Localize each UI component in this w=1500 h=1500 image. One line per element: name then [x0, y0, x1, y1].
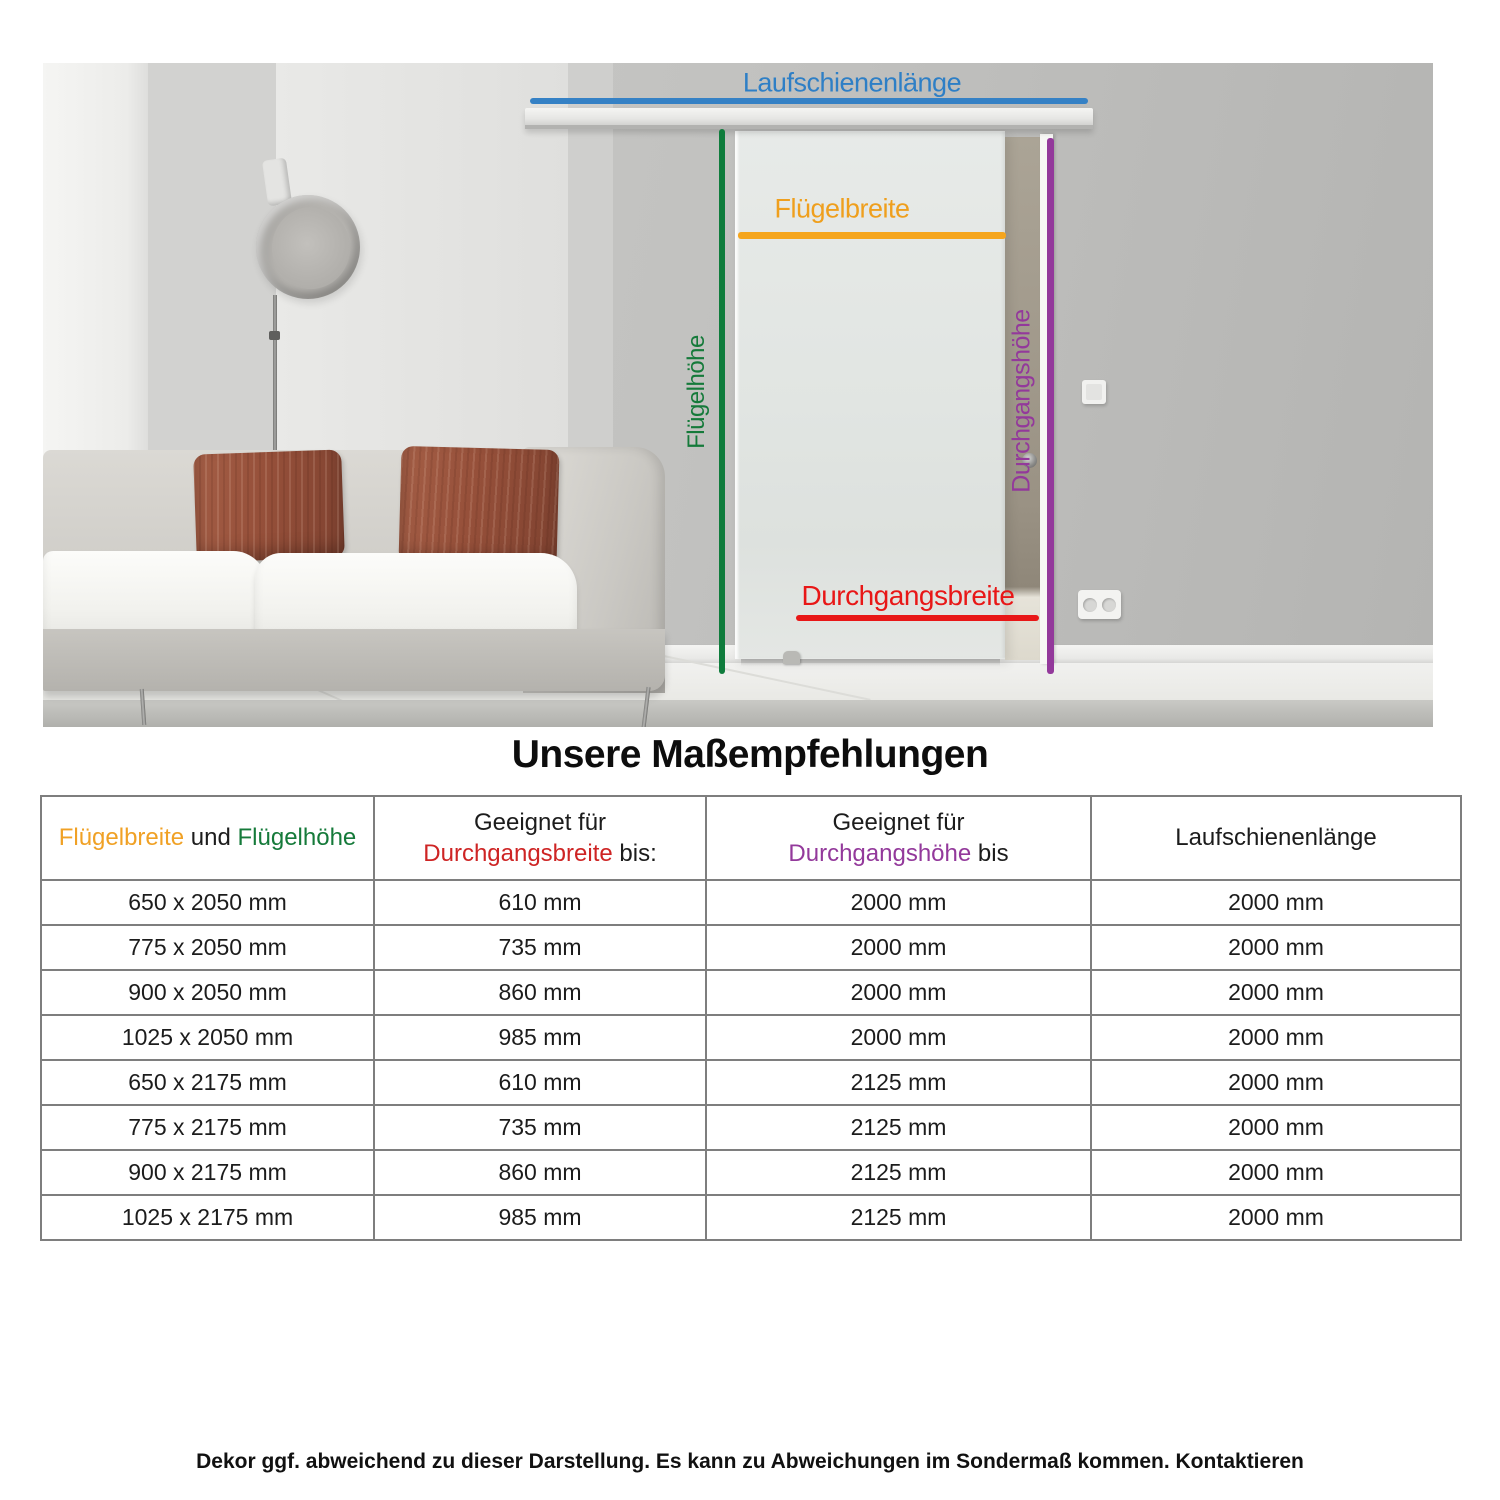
- light-switch: [1082, 380, 1106, 404]
- cell-track-length: 2000 mm: [1091, 880, 1461, 925]
- cell-passage-width: 985 mm: [374, 1195, 706, 1240]
- wing-height-label: Flügelhöhe: [683, 335, 710, 449]
- cell-passage-width: 860 mm: [374, 970, 706, 1015]
- header-wing-height-part: Flügelhöhe: [237, 824, 357, 852]
- table-row: [41, 1015, 1461, 1060]
- header-passage-width: Geeignet für Durchgangsbreite bis:: [374, 796, 706, 880]
- cell-passage-height: 2000 mm: [706, 880, 1091, 925]
- table-row: [41, 970, 1461, 1015]
- cell-passage-height: 2125 mm: [706, 1195, 1091, 1240]
- header-wing-width-part: Flügelbreite: [58, 824, 185, 852]
- cell-passage-width: 735 mm: [374, 1105, 706, 1150]
- product-photo: [43, 63, 1433, 727]
- cell-track-length: 2000 mm: [1091, 1195, 1461, 1240]
- floor-foreground: [43, 700, 1433, 727]
- header-passage-height: Geeignet für Durchgangshöhe bis: [706, 796, 1091, 880]
- cell-track-length: 2000 mm: [1091, 925, 1461, 970]
- disclaimer-text: Dekor ggf. abweichend zu dieser Darstellung. Es kann zu Abweichungen im Sondermaß kommen. Kontaktieren: [196, 1450, 1304, 1473]
- table-row: [41, 1150, 1461, 1195]
- cell-passage-height: 2000 mm: [706, 970, 1091, 1015]
- header-wing-size: Flügelbreite und Flügelhöhe: [41, 796, 374, 880]
- cell-wing-size: 775 x 2175 mm: [41, 1105, 374, 1150]
- cell-passage-width: 610 mm: [374, 1060, 706, 1105]
- cell-wing-size: 900 x 2050 mm: [41, 970, 374, 1015]
- cell-track-length: 2000 mm: [1091, 1015, 1461, 1060]
- page-title: Unsere Maßempfehlungen: [511, 733, 989, 776]
- passage-height-label: Durchgangshöhe: [1007, 309, 1036, 493]
- power-outlet: [1078, 590, 1121, 619]
- cell-wing-size: 900 x 2175 mm: [41, 1150, 374, 1195]
- wing-height-measure-line: [719, 129, 725, 674]
- cell-passage-width: 735 mm: [374, 925, 706, 970]
- cell-wing-size: 650 x 2050 mm: [41, 880, 374, 925]
- passage-height-measure-line: [1047, 138, 1054, 674]
- wing-width-measure-line: [738, 232, 1006, 239]
- cell-passage-height: 2000 mm: [706, 1015, 1091, 1060]
- table-row: [41, 1060, 1461, 1105]
- floor-lamp-head: [256, 195, 360, 299]
- cell-passage-width: 985 mm: [374, 1015, 706, 1060]
- table-row: [41, 1195, 1461, 1240]
- cell-track-length: 2000 mm: [1091, 1105, 1461, 1150]
- table-row: [41, 925, 1461, 970]
- cell-passage-width: 860 mm: [374, 1150, 706, 1195]
- sofa-base: [43, 629, 665, 691]
- dimension-recommendation-table: [40, 795, 1462, 1241]
- passage-width-label: Durchgangsbreite: [801, 580, 1015, 611]
- table-header-row: [41, 796, 1461, 880]
- cell-passage-height: 2125 mm: [706, 1105, 1091, 1150]
- sliding-door-track: [525, 108, 1093, 129]
- floor-lamp-pole: [273, 295, 277, 453]
- cell-passage-height: 2125 mm: [706, 1150, 1091, 1195]
- wing-width-label: Flügelbreite: [774, 193, 910, 224]
- cell-wing-size: 1025 x 2175 mm: [41, 1195, 374, 1240]
- cell-wing-size: 775 x 2050 mm: [41, 925, 374, 970]
- sofa-pillow: [193, 449, 345, 562]
- cell-passage-height: 2000 mm: [706, 925, 1091, 970]
- track-length-measure-line: [530, 98, 1088, 104]
- cell-wing-size: 1025 x 2050 mm: [41, 1015, 374, 1060]
- floor-lamp-clamp: [269, 331, 280, 340]
- header-track-length: Laufschienenlänge: [1091, 796, 1461, 880]
- cell-wing-size: 650 x 2175 mm: [41, 1060, 374, 1105]
- cell-track-length: 2000 mm: [1091, 1060, 1461, 1105]
- passage-width-measure-line: [796, 615, 1039, 621]
- cell-passage-width: 610 mm: [374, 880, 706, 925]
- door-floor-guide: [783, 651, 800, 664]
- sofa-pillow: [398, 446, 559, 567]
- cell-track-length: 2000 mm: [1091, 1150, 1461, 1195]
- track-length-label: Laufschienenlänge: [742, 67, 962, 98]
- table-row: [41, 1105, 1461, 1150]
- cell-track-length: 2000 mm: [1091, 970, 1461, 1015]
- table-row: [41, 880, 1461, 925]
- cell-passage-height: 2125 mm: [706, 1060, 1091, 1105]
